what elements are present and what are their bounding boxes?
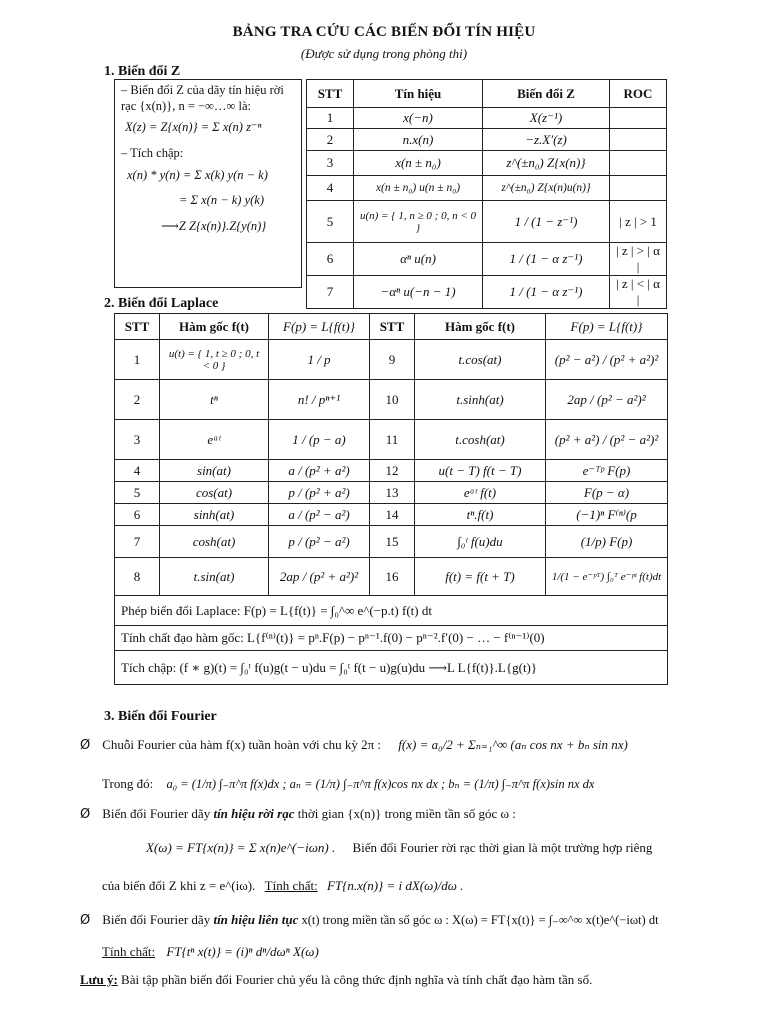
cell-z: 1 / (1 − α z⁻¹) (483, 243, 610, 276)
page-title: BẢNG TRA CỨU CÁC BIẾN ĐỔI TÍN HIỆU (232, 24, 536, 40)
cell-roc (610, 108, 667, 129)
cell-image: (p² − a²) / (p² + a²)² (546, 340, 668, 380)
cell-original: u(t − T) f(t − T) (415, 460, 546, 482)
section-fourier-heading: 3. Biến đổi Fourier (104, 709, 217, 724)
cell-signal: x(−n) (354, 108, 483, 129)
z-definition-formula: X(z) = Z{x(n)} = Σ x(n) z⁻ⁿ (125, 120, 262, 135)
fourier-coeffs-line (102, 776, 594, 792)
z-conv-formula-1: x(n) * y(n) = Σ x(k) y(n − k) (127, 167, 268, 182)
cell-image: a / (p² − a²) (269, 504, 370, 526)
cell-signal: x(n ± n₀) u(n ± n₀) (354, 176, 483, 201)
cell-stt: 6 (307, 243, 354, 276)
laplace-definition-row (115, 596, 668, 626)
cell-image: a / (p² + a²) (269, 460, 370, 482)
fourier-coeffs-label: Trong đó: (102, 776, 154, 791)
fourier-series-text: Chuỗi Fourier của hàm f(x) tuần hoàn với chu kỳ 2π : (102, 737, 382, 752)
z-conv-label: – Tích chập: (121, 145, 184, 160)
z-intro: – Biến đổi Z của dãy tín hiệu rời rạc {x(n)}, n = −∞…∞ là: (121, 83, 284, 113)
laplace-definition: Phép biến đổi Laplace: F(p) = L{f(t)} = ∫₀^∞ e^(−p.t) f(t) dt (115, 596, 668, 626)
cell-stt: 8 (115, 558, 160, 596)
cell-roc: | z | > | α | (610, 243, 667, 276)
cell-stt: 16 (370, 558, 415, 596)
laplace-convolution-row (115, 651, 668, 685)
cell-z: 1 / (1 − z⁻¹) (483, 201, 610, 243)
cell-z: −z.X′(z) (483, 129, 610, 151)
laplace-derivative-row (115, 626, 668, 651)
fourier-continuous-prop-label: Tính chất: (102, 944, 156, 959)
table-row (115, 558, 668, 596)
cell-stt: 6 (115, 504, 160, 526)
cell-z: 1 / (1 − α z⁻¹) (483, 276, 610, 309)
column-header: STT (307, 80, 354, 108)
cell-image: F(p − α) (546, 482, 668, 504)
cell-stt: 12 (370, 460, 415, 482)
table-header-row (115, 314, 668, 340)
laplace-convolution: Tích chập: (f ∗ g)(t) = ∫₀ᵗ f(u)g(t − u)du = ∫₀ᵗ f(t − u)g(u)du ⟶L L{f(t)}.L{g(t)} (115, 651, 668, 685)
cell-roc: | z | < | α | (610, 276, 667, 309)
table-row (307, 276, 667, 309)
cell-roc (610, 176, 667, 201)
cell-signal: x(n ± n₀) (354, 151, 483, 176)
cell-stt: 14 (370, 504, 415, 526)
footnote-text: Bài tập phần biến đổi Fourier chủ yếu là công thức định nghĩa và tính chất đạo hàm tần số. (117, 972, 593, 987)
cell-stt: 4 (115, 460, 160, 482)
cell-stt: 15 (370, 526, 415, 558)
cell-signal: u(n) = { 1, n ≥ 0 ; 0, n < 0 } (354, 201, 483, 243)
cell-stt: 10 (370, 380, 415, 420)
table-row (115, 460, 668, 482)
column-header: Tín hiệu (354, 80, 483, 108)
z-definition-box (114, 79, 302, 288)
z-conv-formula-2: = Σ x(n − k) y(k) (179, 193, 265, 208)
laplace-derivative-property: Tính chất đạo hàm gốc: L{f⁽ⁿ⁾(t)} = pⁿ.F(p) − pⁿ⁻¹.f(0) − pⁿ⁻².f′(0) − … − f⁽ⁿ⁻¹⁾(0) (115, 626, 668, 651)
cell-original: t.sin(at) (160, 558, 269, 596)
column-header: Hàm gốc f(t) (160, 314, 269, 340)
fourier-series-formula: f(x) = a₀/2 + Σₙ₌₁^∞ (aₙ cos nx + bₙ sin nx) (398, 737, 628, 752)
fourier-discrete-prop-line (102, 878, 463, 894)
cell-image: (1/p) F(p) (546, 526, 668, 558)
fourier-coeffs-formula: a₀ = (1/π) ∫₋π^π f(x)dx ; aₙ = (1/π) ∫₋π^π f(x)cos nx dx ; bₙ = (1/π) ∫₋π^π f(x)sin nx dx (166, 777, 595, 791)
cell-roc (610, 129, 667, 151)
cell-image: e⁻ᵀᵖ F(p) (546, 460, 668, 482)
cell-original: eᵃᵗ (160, 420, 269, 460)
footnote-label: Lưu ý: (80, 972, 118, 987)
footnote (80, 972, 592, 988)
column-header: STT (370, 314, 415, 340)
cell-stt: 7 (307, 276, 354, 309)
cell-stt: 1 (115, 340, 160, 380)
table-row (307, 108, 667, 129)
cell-stt: 2 (307, 129, 354, 151)
cell-stt: 9 (370, 340, 415, 380)
column-header: ROC (610, 80, 667, 108)
z-conv-formula-3: ⟶Z Z{x(n)}.Z{y(n)} (161, 218, 267, 233)
cell-signal: αⁿ u(n) (354, 243, 483, 276)
cell-original: t.cosh(at) (415, 420, 546, 460)
fourier-discrete-text-end: thời gian {x(n)} trong miền tần số góc ω : (294, 806, 516, 821)
laplace-table-body (115, 340, 668, 596)
table-row (307, 151, 667, 176)
cell-stt: 4 (307, 176, 354, 201)
column-header: Hàm gốc f(t) (415, 314, 546, 340)
bullet-icon: Ø (80, 738, 91, 753)
cell-image: 1/(1 − e⁻ᵖᵀ) ∫₀ᵀ e⁻ᵖᵗ f(t)dt (546, 558, 668, 596)
z-transform-table (306, 79, 667, 309)
cell-stt: 5 (115, 482, 160, 504)
cell-stt: 1 (307, 108, 354, 129)
cell-z: z^(±n₀) Z{x(n)u(n)} (483, 176, 610, 201)
cell-image: n! / pⁿ⁺¹ (269, 380, 370, 420)
fourier-continuous-prop: FT{tⁿ x(t)} = (i)ⁿ dⁿ/dωⁿ X(ω) (166, 944, 319, 959)
table-row (115, 504, 668, 526)
fourier-discrete-prop: FT{n.x(n)} = i dX(ω)/dω . (326, 878, 464, 893)
fourier-discrete-text: Biến đổi Fourier dãy (102, 806, 214, 821)
cell-original: cos(at) (160, 482, 269, 504)
cell-image: (−1)ⁿ F⁽ⁿ⁾(p (546, 504, 668, 526)
column-header: F(p) = L{f(t)} (546, 314, 668, 340)
table-row (307, 201, 667, 243)
cell-original: tⁿ.f(t) (415, 504, 546, 526)
table-row (115, 482, 668, 504)
cell-original: sin(at) (160, 460, 269, 482)
fourier-continuous-line (80, 912, 659, 928)
table-row (115, 526, 668, 558)
fourier-discrete-prop-label: Tính chất: (264, 878, 318, 893)
cell-z: X(z⁻¹) (483, 108, 610, 129)
cell-original: u(t) = { 1, t ≥ 0 ; 0, t < 0 } (160, 340, 269, 380)
cell-stt: 11 (370, 420, 415, 460)
cell-image: 2ap / (p² + a²)² (269, 558, 370, 596)
cell-original: sinh(at) (160, 504, 269, 526)
cell-image: 2ap / (p² − a²)² (546, 380, 668, 420)
fourier-discrete-line (80, 806, 516, 822)
cell-original: tⁿ (160, 380, 269, 420)
cell-signal: n.x(n) (354, 129, 483, 151)
fourier-continuous-prop-line (102, 944, 319, 960)
page-subtitle: (Được sử dụng trong phòng thi) (300, 46, 468, 61)
table-row (115, 380, 668, 420)
cell-original: t.cos(at) (415, 340, 546, 380)
cell-original: cosh(at) (160, 526, 269, 558)
fourier-continuous-emphasis: tín hiệu liên tục (213, 912, 299, 927)
cell-image: (p² + a²) / (p² − a²)² (546, 420, 668, 460)
cell-z: z^(±n₀) Z{x(n)} (483, 151, 610, 176)
cell-roc: | z | > 1 (610, 201, 667, 243)
table-row (307, 243, 667, 276)
fourier-discrete-note: Biến đổi Fourier rời rạc thời gian là một trường hợp riêng (352, 840, 653, 855)
cell-signal: −αⁿ u(−n − 1) (354, 276, 483, 309)
cell-image: p / (p² − a²) (269, 526, 370, 558)
laplace-table (114, 313, 668, 685)
cell-stt: 3 (115, 420, 160, 460)
fourier-continuous-text-end: x(t) trong miền tần số góc ω : X(ω) = FT{x(t)} = ∫₋∞^∞ x(t)e^(−iωt) dt (298, 913, 659, 927)
fourier-discrete-emphasis: tín hiệu rời rạc (213, 806, 295, 821)
cell-stt: 13 (370, 482, 415, 504)
table-row (115, 420, 668, 460)
cell-image: p / (p² + a²) (269, 482, 370, 504)
bullet-icon: Ø (80, 807, 91, 822)
fourier-z-relation: của biến đổi Z khi z = e^(iω). (102, 878, 256, 893)
table-row (307, 129, 667, 151)
column-header: Biến đổi Z (483, 80, 610, 108)
section-laplace-heading: 2. Biến đổi Laplace (104, 296, 219, 311)
table-row (307, 176, 667, 201)
column-header: STT (115, 314, 160, 340)
cell-original: f(t) = f(t + T) (415, 558, 546, 596)
section-z-heading: 1. Biến đổi Z (104, 64, 181, 79)
cell-stt: 2 (115, 380, 160, 420)
cell-original: ∫₀ᵗ f(u)du (415, 526, 546, 558)
cell-stt: 3 (307, 151, 354, 176)
column-header: F(p) = L{f(t)} (269, 314, 370, 340)
cell-image: 1 / (p − a) (269, 420, 370, 460)
fourier-discrete-formula: X(ω) = FT{x(n)} = Σ x(n)e^(−iωn) . (146, 840, 336, 855)
cell-stt: 5 (307, 201, 354, 243)
cell-original: eᵅᵗ f(t) (415, 482, 546, 504)
cell-image: 1 / p (269, 340, 370, 380)
cell-roc (610, 151, 667, 176)
cell-original: t.sinh(at) (415, 380, 546, 420)
table-header-row (307, 80, 667, 108)
bullet-icon: Ø (80, 913, 91, 928)
cell-stt: 7 (115, 526, 160, 558)
table-row (115, 340, 668, 380)
fourier-continuous-text: Biến đổi Fourier dãy (102, 912, 214, 927)
fourier-discrete-formula-line (146, 840, 652, 856)
fourier-series-line (80, 737, 628, 753)
